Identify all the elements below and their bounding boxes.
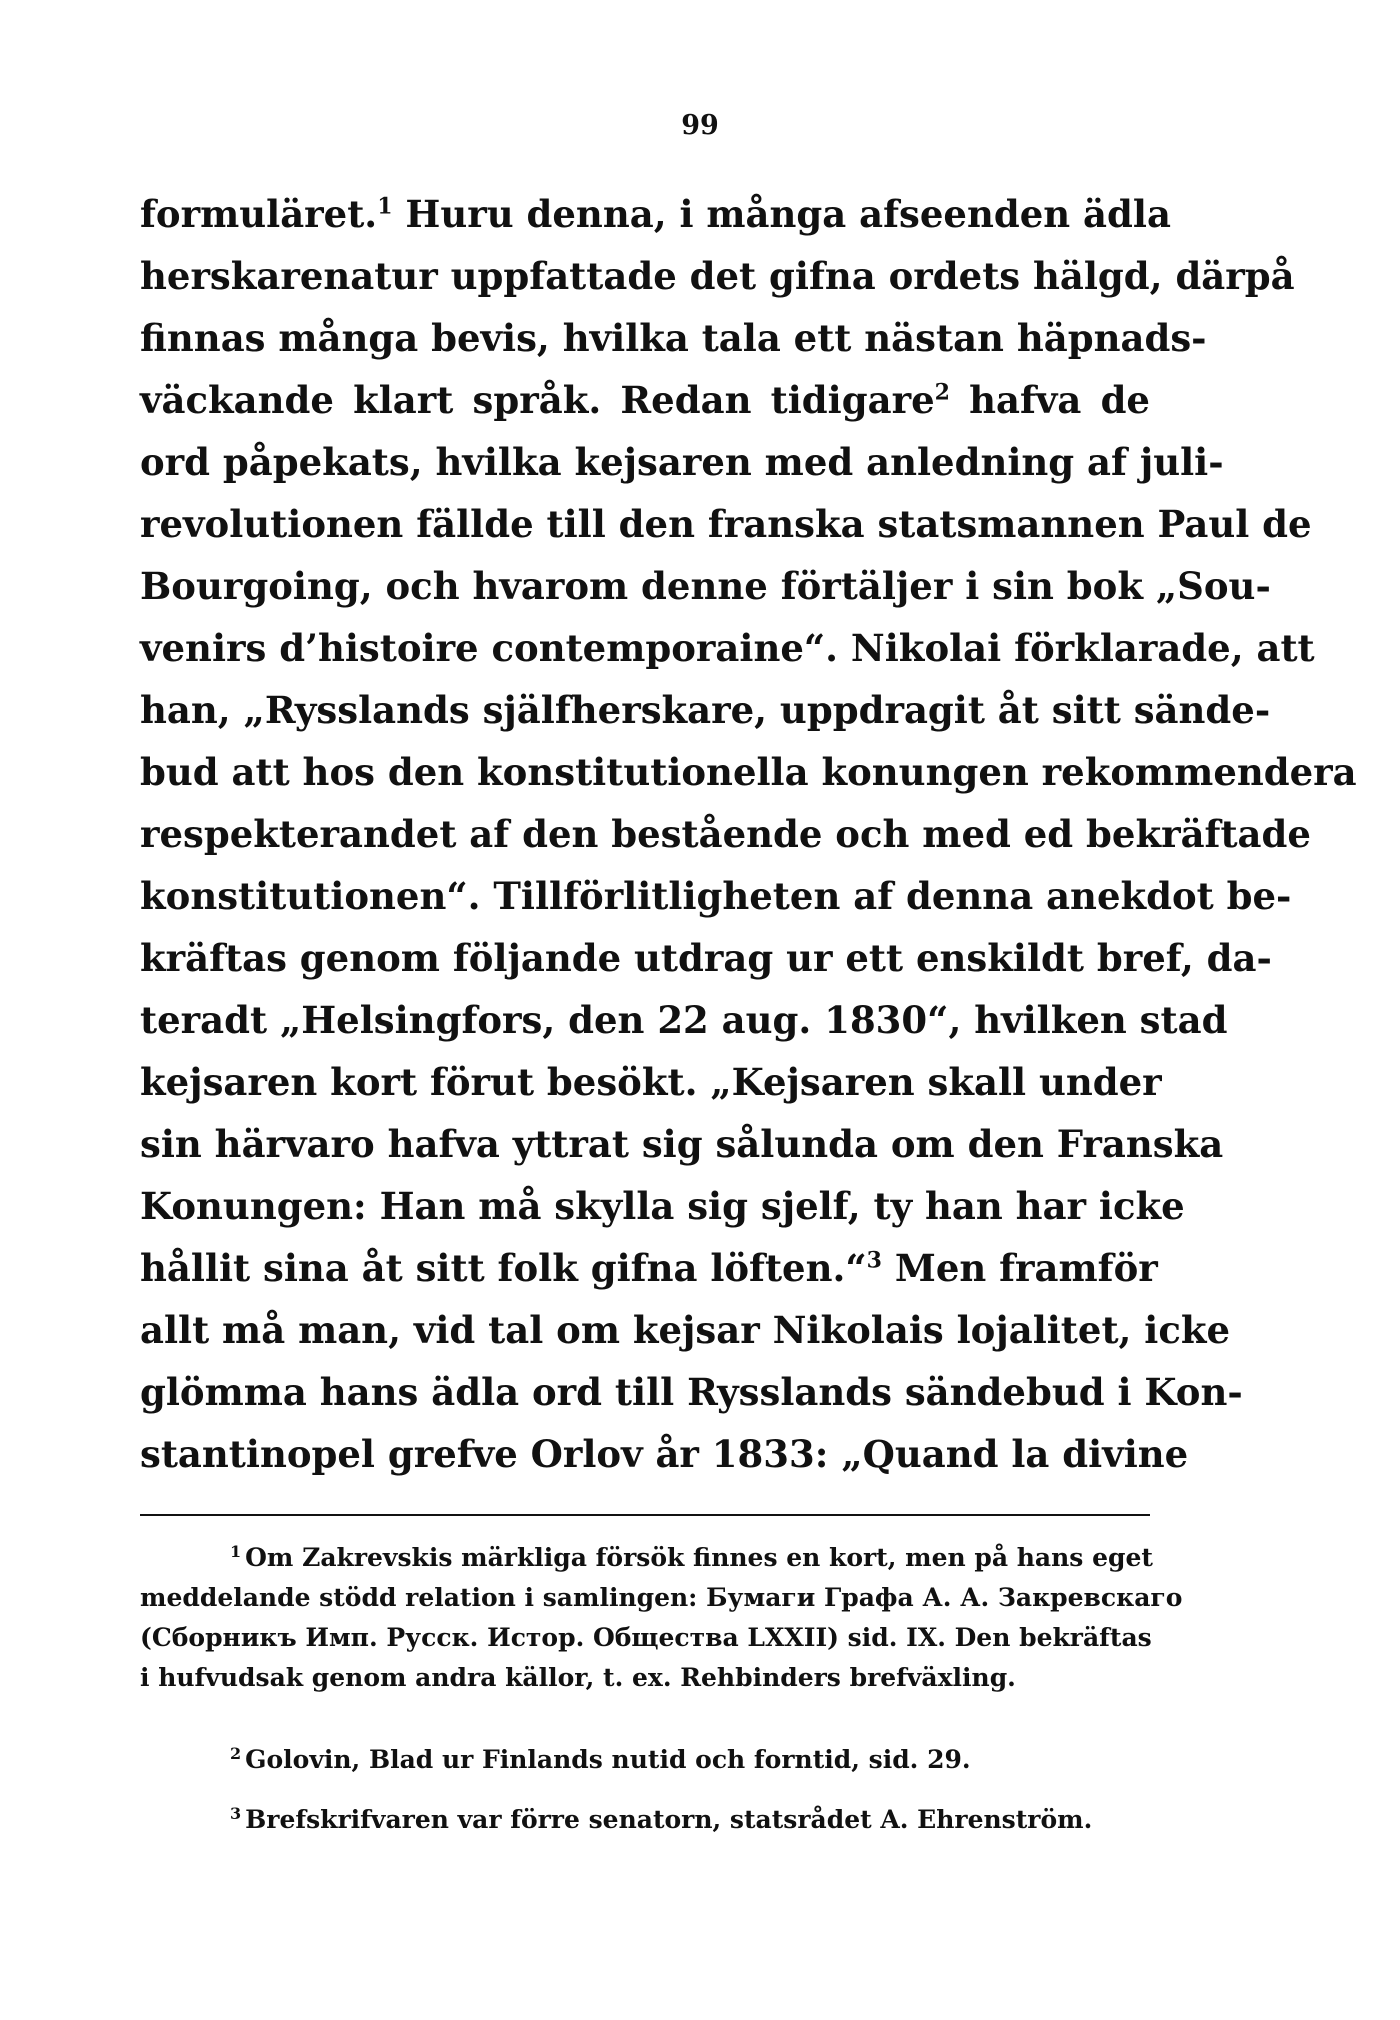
footnote-2: [140, 1740, 1150, 1780]
body-text-span: bud att hos den konstitutionella konungen rekommendera: [140, 750, 1357, 794]
body-text-span: glömma hans ädla ord till Rysslands sändebud i Kon-: [140, 1370, 1243, 1414]
body-line: [140, 1423, 1189, 1485]
body-text-span: revolutionen fällde till den franska statsmannen Paul de: [140, 502, 1312, 546]
body-line: [140, 1237, 1158, 1299]
body-line: [140, 493, 1312, 555]
footnote-line: [140, 1740, 1150, 1780]
footnote-text: i hufvudsak genom andra källor, t. ex. Rehbinders brefväxling.: [140, 1663, 1016, 1692]
body-line: [140, 555, 1271, 617]
body-line: [140, 1361, 1243, 1423]
body-line: [140, 803, 1311, 865]
body-text-span: stantinopel grefve Orlov år 1833: „Quand la divine: [140, 1432, 1189, 1476]
body-text-span: respekterandet af den bestående och med ed bekräftade: [140, 812, 1311, 856]
body-line: [140, 245, 1295, 307]
body-line: [140, 1299, 1231, 1361]
body-line: [140, 1113, 1224, 1175]
body-text-span: herskarenatur uppfattade det gifna ordets hälgd, därpå: [140, 254, 1295, 298]
footnote-line: [140, 1800, 1150, 1840]
body-text-span: teradt „Helsingfors, den 22 aug. 1830“, hvilken stad: [140, 998, 1228, 1042]
footnote-text: Brefskrifvaren var förre senatorn, statsrådet A. Ehrenström.: [245, 1805, 1093, 1834]
body-text-span: Men framför: [881, 1246, 1158, 1290]
body-text-span: väckande klart språk. Redan tidigare: [140, 378, 935, 422]
body-text-span: hafva de: [949, 378, 1150, 422]
body-line: [140, 927, 1272, 989]
page-number: 99: [681, 110, 719, 141]
footnote-line: [140, 1538, 1153, 1578]
footnote-1: [140, 1538, 1183, 1698]
body-text-span: kejsaren kort förut besökt. „Kejsaren skall under: [140, 1060, 1162, 1104]
body-line: [140, 1051, 1162, 1113]
footnote-text: meddelande stödd relation i samlingen: Бумаги Графа А. А. Закревскаго: [140, 1583, 1183, 1612]
body-line: [140, 307, 1207, 369]
body-line: [140, 1175, 1185, 1237]
footnote-mark: 1: [230, 1541, 242, 1561]
body-line: [140, 183, 1171, 245]
body-text-span: finnas många bevis, hvilka tala ett nästan häpnads-: [140, 316, 1207, 360]
body-text-span: allt må man, vid tal om kejsar Nikolais lojalitet, icke: [140, 1308, 1231, 1352]
body-text-span: konstitutionen“. Tillförlitligheten af denna anekdot be-: [140, 874, 1292, 918]
body-text-span: formuläret.: [140, 192, 378, 236]
footnote-text: Golovin, Blad ur Finlands nutid och forntid, sid. 29.: [245, 1745, 971, 1774]
body-text-span: ord påpekats, hvilka kejsaren med anledning af juli-: [140, 440, 1224, 484]
body-line: [140, 989, 1228, 1051]
body-line: [140, 431, 1224, 493]
body-text-span: sin härvaro hafva yttrat sig sålunda om den Franska: [140, 1122, 1224, 1166]
footnote-rule: [140, 1514, 1150, 1516]
body-text-span: han, „Rysslands själfherskare, uppdragit åt sitt sände-: [140, 688, 1271, 732]
footnote-line: [140, 1658, 1150, 1698]
body-text-span: Konungen: Han må skylla sig sjelf, ty han har icke: [140, 1184, 1185, 1228]
footnote-text: Om Zakrevskis märkliga försök finnes en kort, men på hans eget: [245, 1543, 1153, 1572]
footnote-mark: 3: [230, 1803, 242, 1823]
body-line: [140, 369, 1150, 431]
body-text-span: venirs d’histoire contemporaine“. Nikolai förklarade, att: [140, 626, 1315, 670]
footnote-line: [140, 1578, 1183, 1618]
body-text-span: Huru denna, i många afseenden ädla: [392, 192, 1171, 236]
body-text: [140, 183, 1357, 1485]
footnote-line: [140, 1618, 1150, 1658]
body-line: [140, 679, 1271, 741]
footnote-reference: 3: [866, 1247, 882, 1274]
footnote-mark: 2: [230, 1743, 242, 1763]
footnote-3: [140, 1800, 1150, 1840]
body-text-span: hållit sina åt sitt folk gifna löften.“: [140, 1246, 867, 1290]
footnote-reference: 2: [934, 379, 950, 406]
footnote-text: (Сборникъ Имп. Русск. Истор. Общества LXXII) sid. IX. Den bekräftas: [140, 1623, 1152, 1652]
body-text-span: Bourgoing, och hvarom denne förtäljer i sin bok „Sou-: [140, 564, 1271, 608]
body-line: [140, 617, 1315, 679]
footnote-reference: 1: [377, 193, 393, 220]
body-line: [140, 865, 1292, 927]
body-line: [140, 741, 1357, 803]
body-text-span: kräftas genom följande utdrag ur ett enskildt bref, da-: [140, 936, 1272, 980]
